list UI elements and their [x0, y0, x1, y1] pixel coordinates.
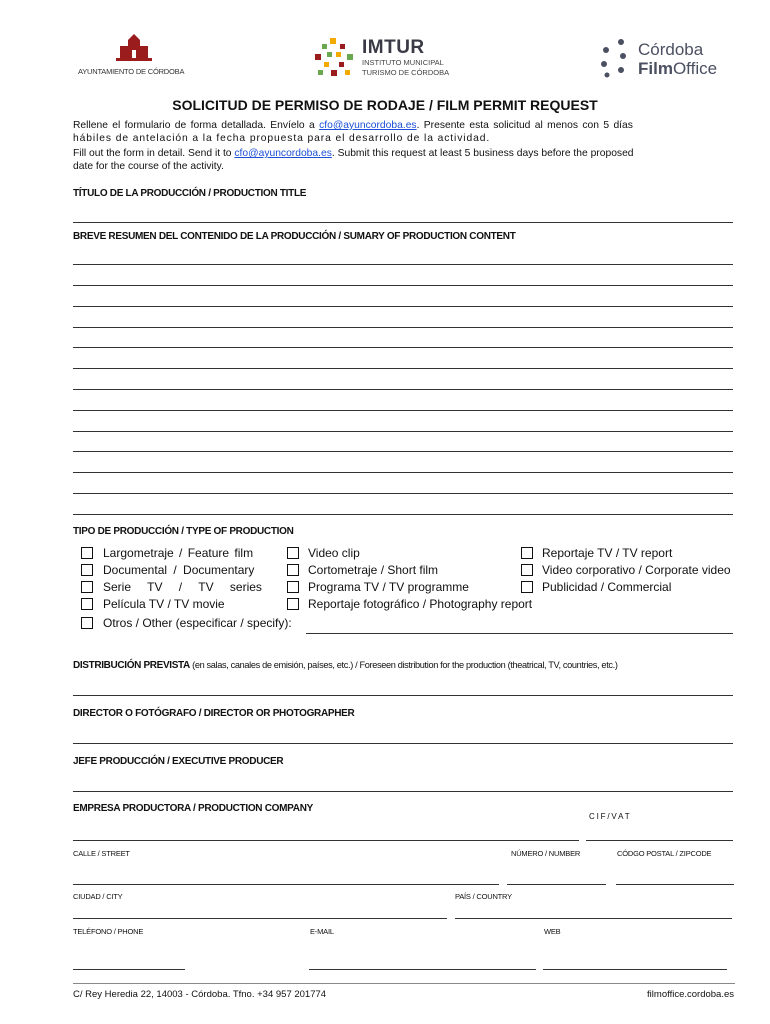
intro-en-line1	[73, 148, 634, 159]
checkbox-tv-report[interactable]	[521, 547, 533, 559]
summary-label: BREVE RESUMEN DEL CONTENIDO DE LA PRODUCCIÓN / SUMARY OF PRODUCTION CONTENT	[73, 231, 516, 242]
intro-en-pre: Fill out the form in detail. Send it to	[73, 148, 235, 159]
producer-field[interactable]	[73, 791, 733, 792]
imtur-line2: TURISMO DE CÓRDOBA	[362, 68, 450, 77]
production-title-label: TÍTULO DE LA PRODUCCIÓN / PRODUCTION TITLE	[73, 188, 307, 199]
film-office-dots-icon	[598, 38, 628, 78]
summary-line[interactable]	[73, 493, 733, 494]
checkbox-other[interactable]	[81, 617, 93, 629]
intro-es-line2: hábiles de antelación a la fecha propuesta para el desarrollo de la actividad.	[73, 133, 491, 144]
option-photography-report: Reportaje fotográfico / Photography report	[308, 597, 533, 611]
intro-es-pre: Rellene el formulario de forma detallada. Envíelo a	[73, 120, 320, 131]
director-label: DIRECTOR O FOTÓGRAFO / DIRECTOR OR PHOTOGRAPHER	[73, 708, 355, 719]
intro-es-line1	[73, 120, 633, 131]
cif-label: C I F / V A T	[589, 812, 630, 821]
intro-es-post: . Presente esta solicitud al menos con 5 días	[416, 120, 633, 131]
distribution-label-bold: DISTRIBUCIÓN PREVISTA	[73, 660, 190, 671]
zip-field[interactable]	[616, 884, 734, 885]
type-label: TIPO DE PRODUCCIÓN / TYPE OF PRODUCTION	[73, 526, 294, 537]
checkbox-tv-programme[interactable]	[287, 581, 299, 593]
summary-line[interactable]	[73, 389, 733, 390]
option-feature-film: Largometraje / Feature film	[103, 546, 254, 560]
producer-label: JEFE PRODUCCIÓN / EXECUTIVE PRODUCER	[73, 756, 284, 767]
checkbox-documentary[interactable]	[81, 564, 93, 576]
company-label: EMPRESA PRODUCTORA / PRODUCTION COMPANY	[73, 803, 313, 814]
option-other: Otros / Other (especificar / specify):	[103, 616, 292, 630]
zip-label: CÓDGO POSTAL / ZIPCODE	[617, 849, 712, 858]
checkbox-photography-report[interactable]	[287, 598, 299, 610]
street-field[interactable]	[73, 884, 499, 885]
film-office-line2	[638, 59, 717, 79]
imtur-line1: INSTITUTO MUNICIPAL	[362, 58, 444, 67]
footer-site[interactable]: filmoffice.cordoba.es	[647, 989, 734, 1000]
summary-line[interactable]	[73, 368, 733, 369]
summary-line[interactable]	[73, 347, 733, 348]
intro-en-line2: date for the course of the activity.	[73, 161, 224, 172]
email-link-en[interactable]: cfo@ayuncordoba.es	[234, 148, 332, 159]
summary-line[interactable]	[73, 451, 733, 452]
option-corporate-video: Video corporativo / Corporate video	[542, 563, 731, 577]
option-tv-report: Reportaje TV / TV report	[542, 546, 673, 560]
phone-label: TELÉFONO / PHONE	[73, 927, 144, 936]
checkbox-tv-movie[interactable]	[81, 598, 93, 610]
cif-field[interactable]	[586, 840, 733, 841]
email-field[interactable]	[309, 969, 536, 970]
web-field[interactable]	[543, 969, 727, 970]
film-office-line1: Córdoba	[638, 40, 704, 59]
summary-line[interactable]	[73, 285, 733, 286]
email-link-es[interactable]: cfo@ayuncordoba.es	[319, 120, 417, 131]
option-video-clip: Video clip	[308, 546, 360, 560]
imtur-dots-icon	[312, 36, 356, 80]
summary-line[interactable]	[73, 472, 733, 473]
footer-address: C/ Rey Heredia 22, 14003 - Córdoba. Tfno. +34 957 201774	[73, 989, 327, 1000]
city-field[interactable]	[73, 918, 447, 919]
distribution-label-rest: (en salas, canales de emisión, países, etc.) / Foreseen distribution for the production (theatrical, TV, countries, etc.)	[189, 660, 618, 670]
checkbox-feature-film[interactable]	[81, 547, 93, 559]
summary-line[interactable]	[73, 306, 733, 307]
page-title: SOLICITUD DE PERMISO DE RODAJE / FILM PERMIT REQUEST	[172, 97, 598, 113]
director-field[interactable]	[73, 743, 733, 744]
summary-line[interactable]	[73, 431, 733, 432]
checkbox-tv-series[interactable]	[81, 581, 93, 593]
summary-line[interactable]	[73, 327, 733, 328]
footer-divider	[73, 983, 735, 984]
summary-line[interactable]	[73, 410, 733, 411]
checkbox-video-clip[interactable]	[287, 547, 299, 559]
checkbox-short-film[interactable]	[287, 564, 299, 576]
film-word: Film	[638, 59, 673, 78]
web-label: WEB	[544, 927, 561, 936]
summary-line[interactable]	[73, 264, 733, 265]
country-field[interactable]	[455, 918, 732, 919]
email-label: E-MAIL	[310, 927, 334, 936]
number-label: NÚMERO / NUMBER	[511, 849, 581, 858]
number-field[interactable]	[507, 884, 606, 885]
city-label: CIUDAD / CITY	[73, 892, 123, 901]
office-word: Office	[672, 59, 718, 78]
option-commercial: Publicidad / Commercial	[542, 580, 672, 594]
country-label: PAÍS / COUNTRY	[455, 892, 512, 901]
production-title-field[interactable]	[73, 222, 733, 223]
option-documentary: Documental / Documentary	[103, 563, 255, 577]
checkbox-commercial[interactable]	[521, 581, 533, 593]
logo-imtur	[312, 36, 452, 80]
distribution-label	[73, 660, 618, 671]
intro-en-post: . Submit this request at least 5 business days before the proposed	[331, 148, 634, 159]
logo1-text: AYUNTAMIENTO DE CÓRDOBA	[78, 67, 185, 76]
summary-line[interactable]	[73, 514, 733, 515]
checkbox-corporate-video[interactable]	[521, 564, 533, 576]
option-tv-series: Serie TV / TV series	[103, 580, 262, 594]
company-field[interactable]	[73, 840, 579, 841]
other-specify-field[interactable]	[306, 633, 733, 634]
option-tv-programme: Programa TV / TV programme	[308, 580, 469, 594]
distribution-field[interactable]	[73, 695, 733, 696]
logo-film-office	[598, 38, 738, 82]
city-crest-icon	[114, 34, 154, 64]
imtur-title: IMTUR	[362, 37, 425, 58]
logo-ayuntamiento	[78, 34, 188, 78]
phone-field[interactable]	[73, 969, 185, 970]
street-label: CALLE / STREET	[73, 849, 130, 858]
option-tv-movie: Película TV / TV movie	[103, 597, 225, 611]
option-short-film: Cortometraje / Short film	[308, 563, 439, 577]
